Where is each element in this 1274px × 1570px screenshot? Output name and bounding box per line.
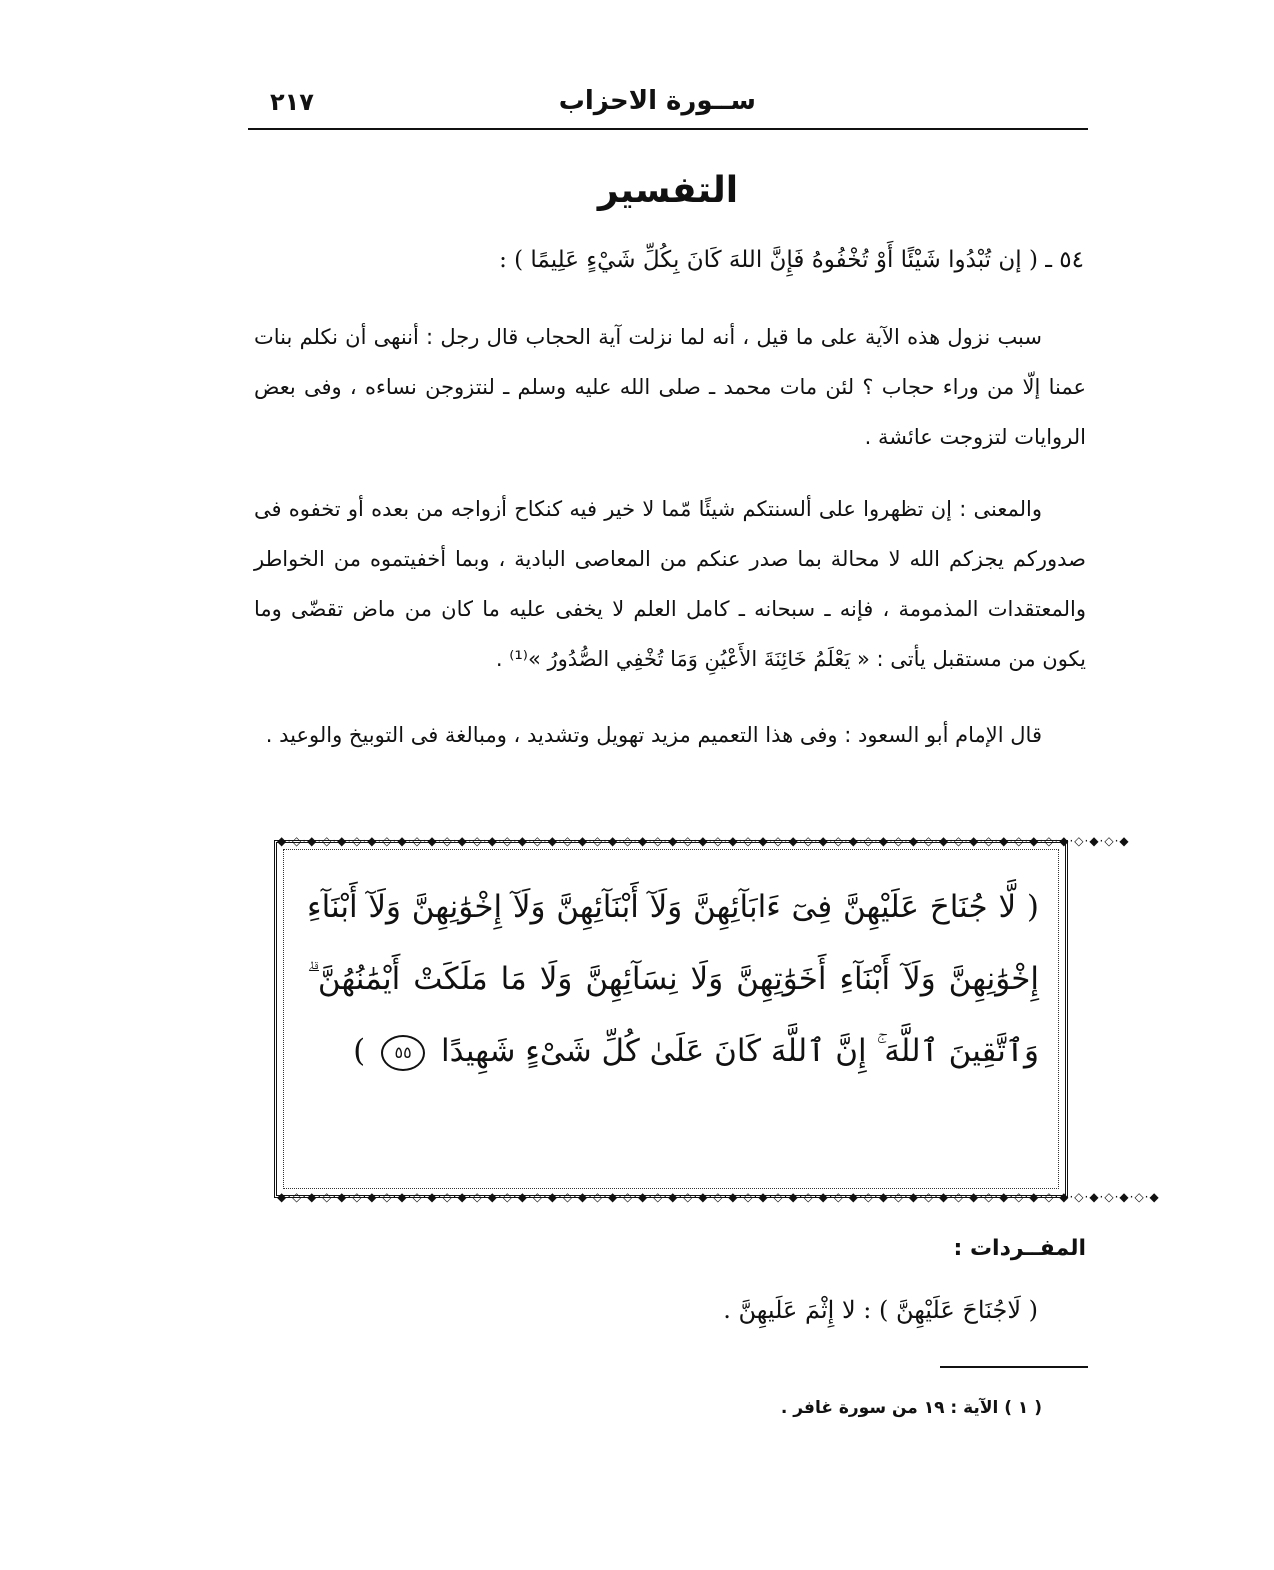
verse-55-body: ( لَّا جُنَاحَ عَلَيْهِنَّ فِىٓ ءَابَآئِهِنَّ وَلَآ أَبْنَآئِهِنَّ وَلَآ إِخْوَٰنِهِنَّ وَلَآ أَبْنَآءِ إِخْوَٰنِهِنَّ وَلَآ أَبْنَآءِ أَخَوَٰتِهِنَّ وَلَا نِسَآئِهِنَّ وَلَا مَا مَلَكَتْ أَيْمَٰنُهُنَّ ۗ وَٱتَّقِينَ ٱللَّهَ ۚ إِنَّ ٱللَّهَ كَانَ عَلَىٰ كُلِّ شَىْءٍ شَهِيدًا [307,889,1039,1069]
footnote-rule [940,1366,1088,1368]
vocabulary-heading: المفــردات : [953,1236,1086,1261]
verse-55-frame [274,834,1160,1204]
paragraph-text: والمعنى : إن تظهروا على ألسنتكم شيئًا مّما لا خير فيه كنكاح أزواجه من بعده أو تخفوه فى صدوركم يجزكم الله لا محالة بما صدر عنكم من المعاصى البادية ، وبما أخفيتموه من الخواطر والمعتقدات المذمومة ، فإنه ـ سبحانه ـ كامل العلم لا يخفى عليه ما كان من ماض تقضّى وما يكون من مستقبل يأتى : « يَعْلَمُ خَائِنَةَ الأَعْيُنِ وَمَا تُخْفِي الصُّدُورُ »⁽¹⁾ . [254,497,1086,671]
ayah-number-marker: ٥٥ [381,1035,425,1071]
verse-closing-bracket: ) [353,1033,366,1069]
verse-54-heading: ٥٤ ـ ( إن تُبْدُوا شَيْئًا أَوْ تُخْفُوهُ فَإِنَّ اللهَ كَانَ بِكُلِّ شَيْءٍ عَلِيمًا ) : [499,247,1084,273]
ornament-border-bottom: ◆·◇·◆·◇·◆·◇·◆·◇·◆·◇·◆·◇·◆·◇·◆·◇·◆·◇·◆·◇·◆·◇·◆·◇·◆·◇·◆·◇·◆·◇·◆·◇·◆·◇·◆·◇·◆·◇·◆·◇·◆·◇·◆·◇·◆·◇·◆·◇·◆·◇·◆·◇·◆·◇·◆·◇·◆·◇·◆ [277,1190,1160,1204]
page-header [248,86,1086,126]
page-number: ٢١٧ [270,88,314,116]
section-title: التفسير [597,170,739,211]
paragraph-abu-saud [254,710,1086,760]
verse-55-text [307,871,1039,1087]
paragraph-revelation-cause [254,312,1086,462]
paragraph-text: سبب نزول هذه الآية على ما قيل ، أنه لما نزلت آية الحجاب قال رجل : أننهى أن نكلم بنات عمنا إلّا من وراء حجاب ؟ لئن مات محمد ـ صلى الله عليه وسلم ـ لنتزوجن نساءه ، وفى بعض الروايات لتزوجت عائشة . [254,325,1086,449]
vocabulary-entry: ( لَاجُنَاحَ عَلَيْهِنَّ ) : لا إِثْمَ عَلَيهِنَّ . [723,1296,1038,1324]
paragraph-text: قال الإمام أبو السعود : وفى هذا التعميم مزيد تهويل وتشديد ، ومبالغة فى التوبيخ والوعيد . [265,723,1042,747]
footnote: ( ١ ) الآية : ١٩ من سورة غافر . [780,1398,1042,1418]
ornament-border-top: ◆·◇·◆·◇·◆·◇·◆·◇·◆·◇·◆·◇·◆·◇·◆·◇·◆·◇·◆·◇·◆·◇·◆·◇·◆·◇·◆·◇·◆·◇·◆·◇·◆·◇·◆·◇·◆·◇·◆·◇·◆·◇·◆·◇·◆·◇·◆·◇·◆·◇·◆·◇·◆·◇·◆·◇·◆ [277,834,1130,848]
header-rule [248,128,1088,130]
running-title: ســورة الاحزاب [558,86,756,116]
paragraph-meaning [254,484,1086,684]
